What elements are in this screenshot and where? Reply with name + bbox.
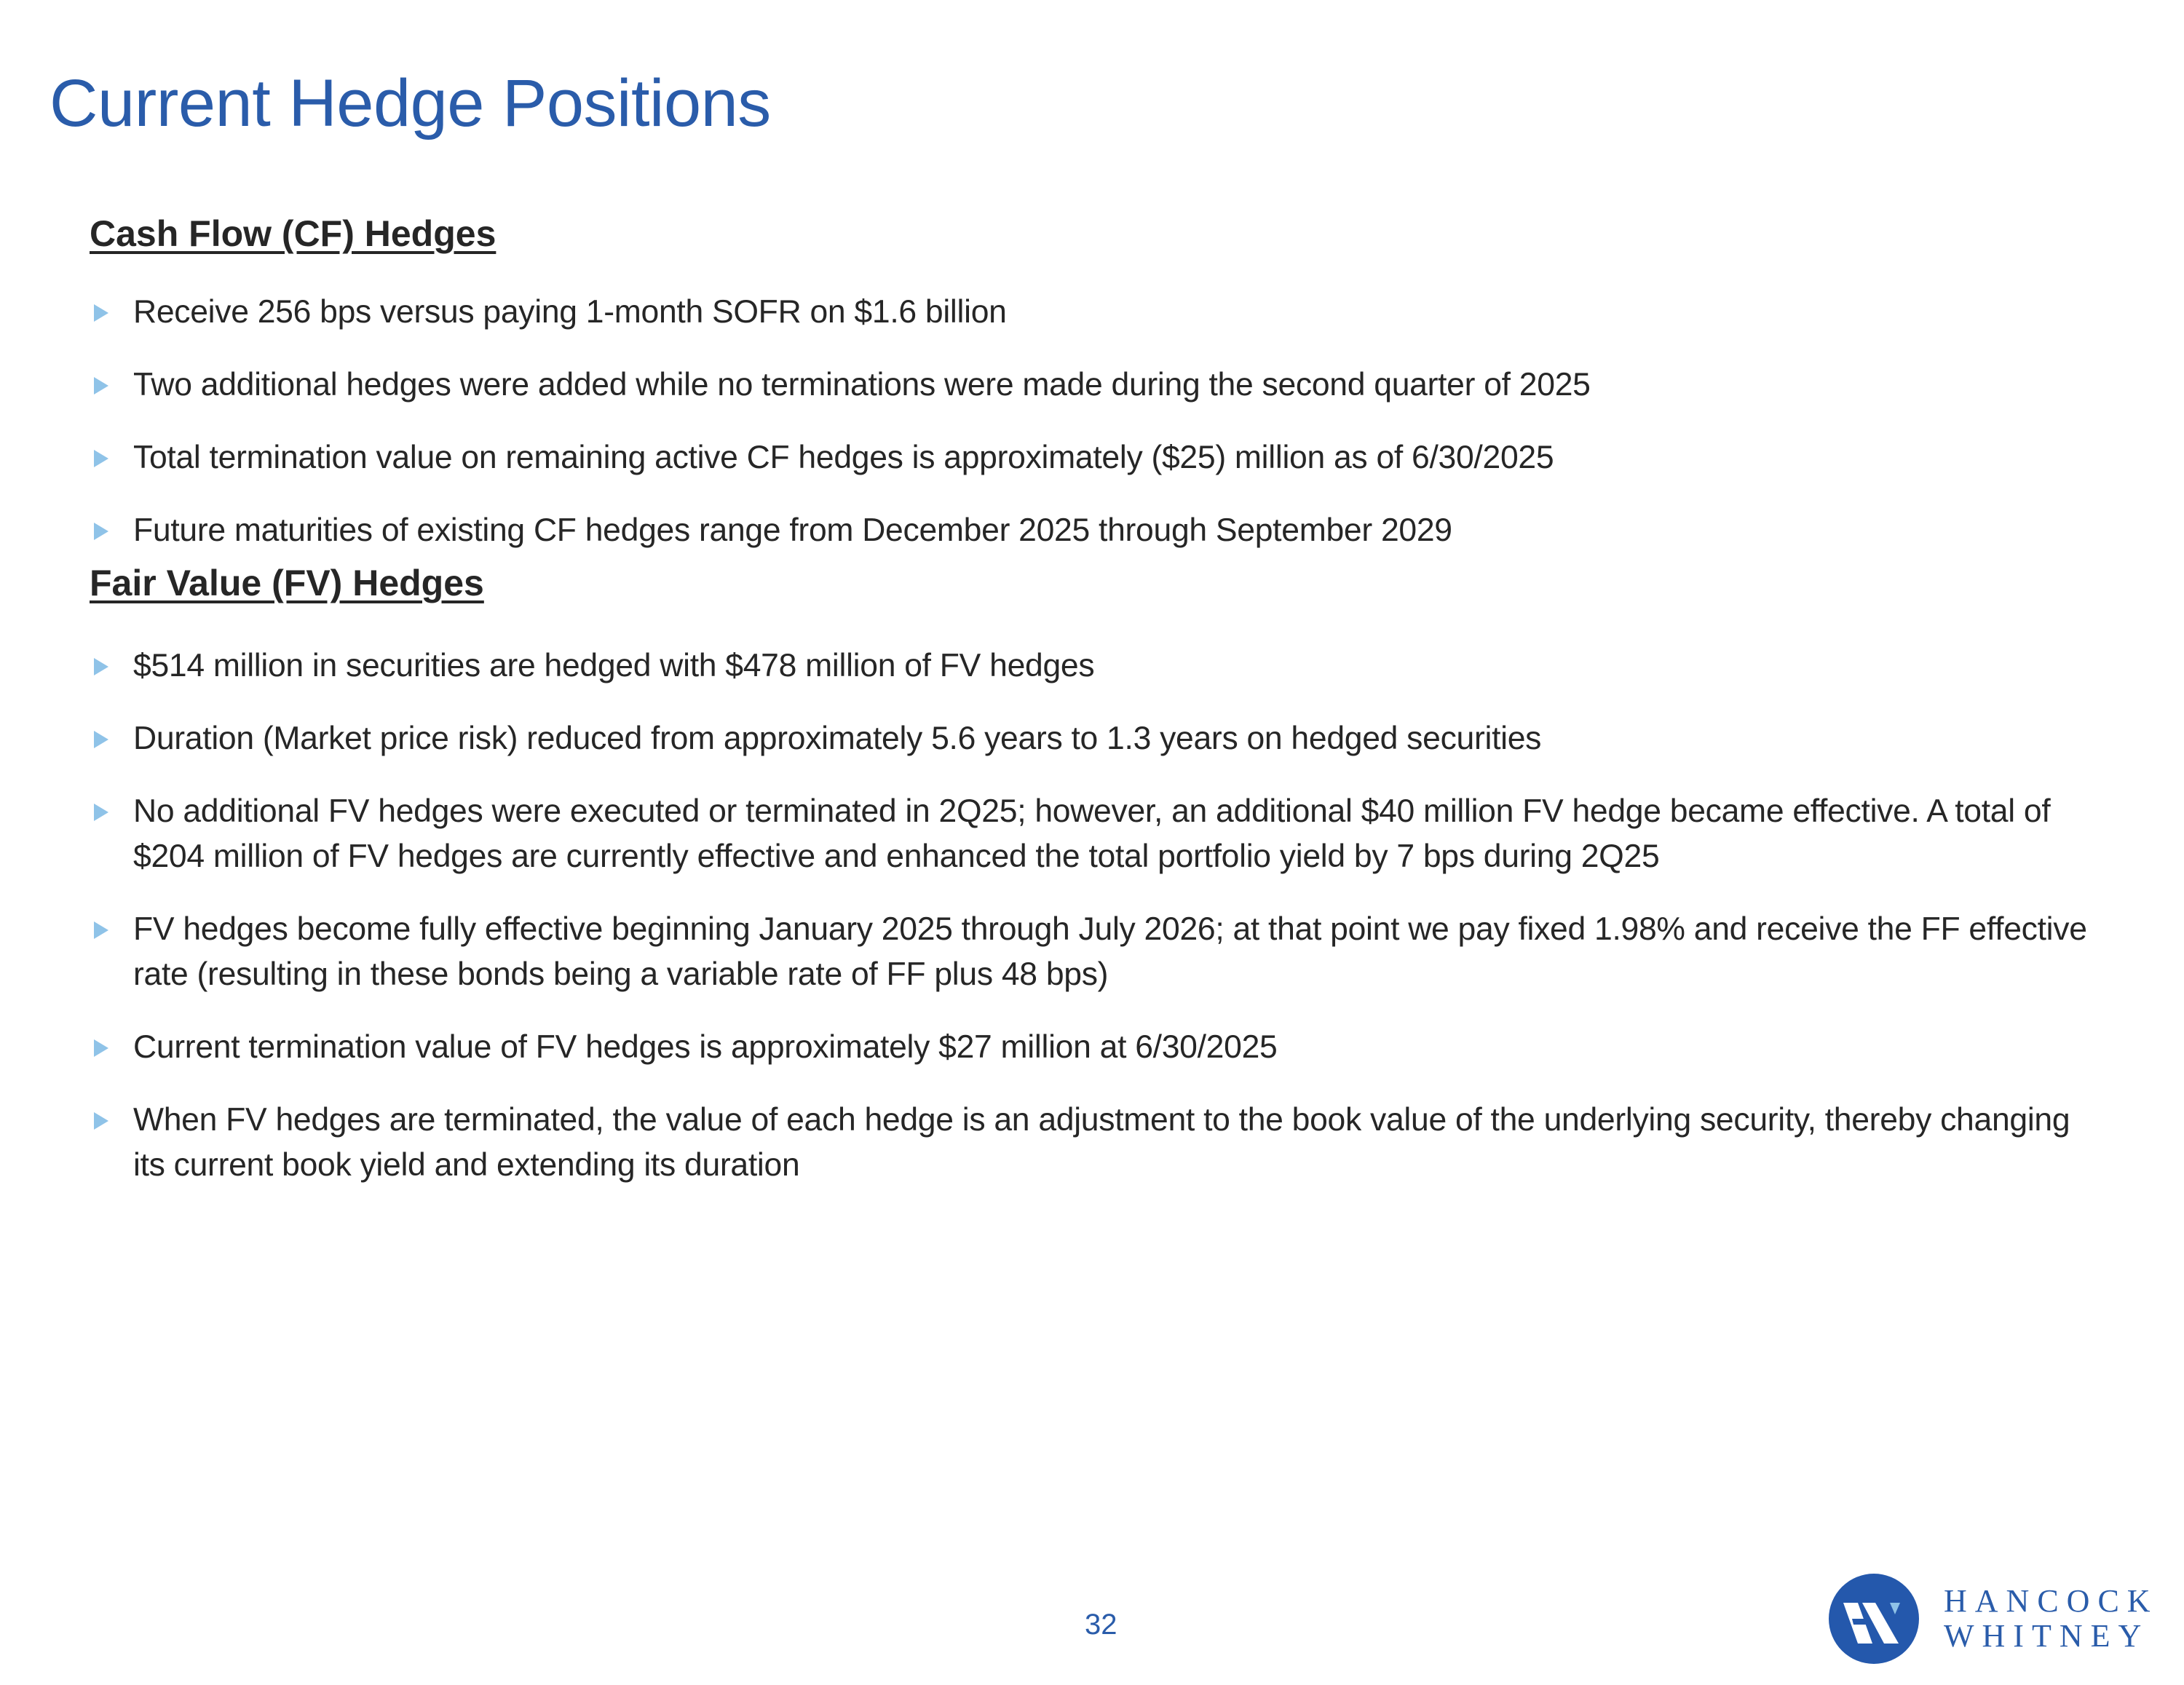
logo-wordmark — [1944, 1584, 2159, 1654]
bullet-item — [90, 716, 2099, 761]
bullet-item — [90, 435, 2113, 480]
bullet-text: No additional FV hedges were executed or terminated in 2Q25; however, an additional $40 million FV hedge became effective. A total of $204 million of FV hedges are currently effective and enhanced the total portfolio yield by 7 bps during 2Q25 — [133, 793, 2051, 874]
bullet-item — [90, 290, 2113, 335]
bullet-text: Two additional hedges were added while no terminations were made during the second quarter of 2025 — [133, 367, 1591, 403]
bullet-text: Receive 256 bps versus paying 1-month SOFR on $1.6 billion — [133, 294, 1007, 330]
bullet-arrow-icon — [94, 731, 108, 748]
logo-line-1: HANCOCK — [1944, 1583, 2159, 1619]
cash-flow-bullet-list — [90, 290, 2113, 553]
fair-value-bullet-list — [90, 643, 2099, 1188]
bullet-arrow-icon — [94, 450, 108, 467]
bullet-text: Future maturities of existing CF hedges range from December 2025 through September 2029 — [133, 512, 1452, 548]
bullet-item — [90, 362, 2113, 408]
logo-line-2: WHITNEY — [1944, 1618, 2150, 1654]
bullet-arrow-icon — [94, 1112, 108, 1130]
bullet-item — [90, 1025, 2099, 1070]
bullet-text: $514 million in securities are hedged with $478 million of FV hedges — [133, 648, 1095, 683]
bullet-item — [90, 907, 2099, 997]
bullet-text: Current termination value of FV hedges is approximately $27 million at 6/30/2025 — [133, 1029, 1278, 1065]
bullet-item — [90, 643, 2099, 689]
section-heading-cash-flow: Cash Flow (CF) Hedges — [90, 213, 496, 254]
bullet-arrow-icon — [94, 804, 108, 821]
bullet-item — [90, 508, 2113, 553]
bullet-item — [90, 789, 2099, 879]
bullet-arrow-icon — [94, 1039, 108, 1057]
bullet-text: Total termination value on remaining active CF hedges is approximately ($25) million as of 6/30/2025 — [133, 440, 1554, 475]
bullet-arrow-icon — [94, 658, 108, 675]
page-number: 32 — [1085, 1609, 1117, 1641]
bullet-text: When FV hedges are terminated, the value of each hedge is an adjustment to the book value of the underlying security, thereby changing its current book yield and extending its duration — [133, 1102, 2070, 1183]
hancock-whitney-logo-icon — [1827, 1572, 1920, 1665]
slide-title: Current Hedge Positions — [50, 66, 771, 140]
bullet-item — [90, 1098, 2099, 1188]
bullet-arrow-icon — [94, 921, 108, 939]
bullet-text: FV hedges become fully effective beginning January 2025 through July 2026; at that point we pay fixed 1.98% and receive the FF effective rate (resulting in these bonds being a variable rate of FF plus 48 bps) — [133, 911, 2087, 992]
hancock-whitney-logo — [1827, 1572, 2159, 1665]
bullet-text: Duration (Market price risk) reduced from approximately 5.6 years to 1.3 years on hedged securities — [133, 721, 1542, 756]
bullet-arrow-icon — [94, 304, 108, 322]
bullet-arrow-icon — [94, 377, 108, 395]
section-heading-fair-value: Fair Value (FV) Hedges — [90, 563, 484, 603]
bullet-arrow-icon — [94, 523, 108, 540]
